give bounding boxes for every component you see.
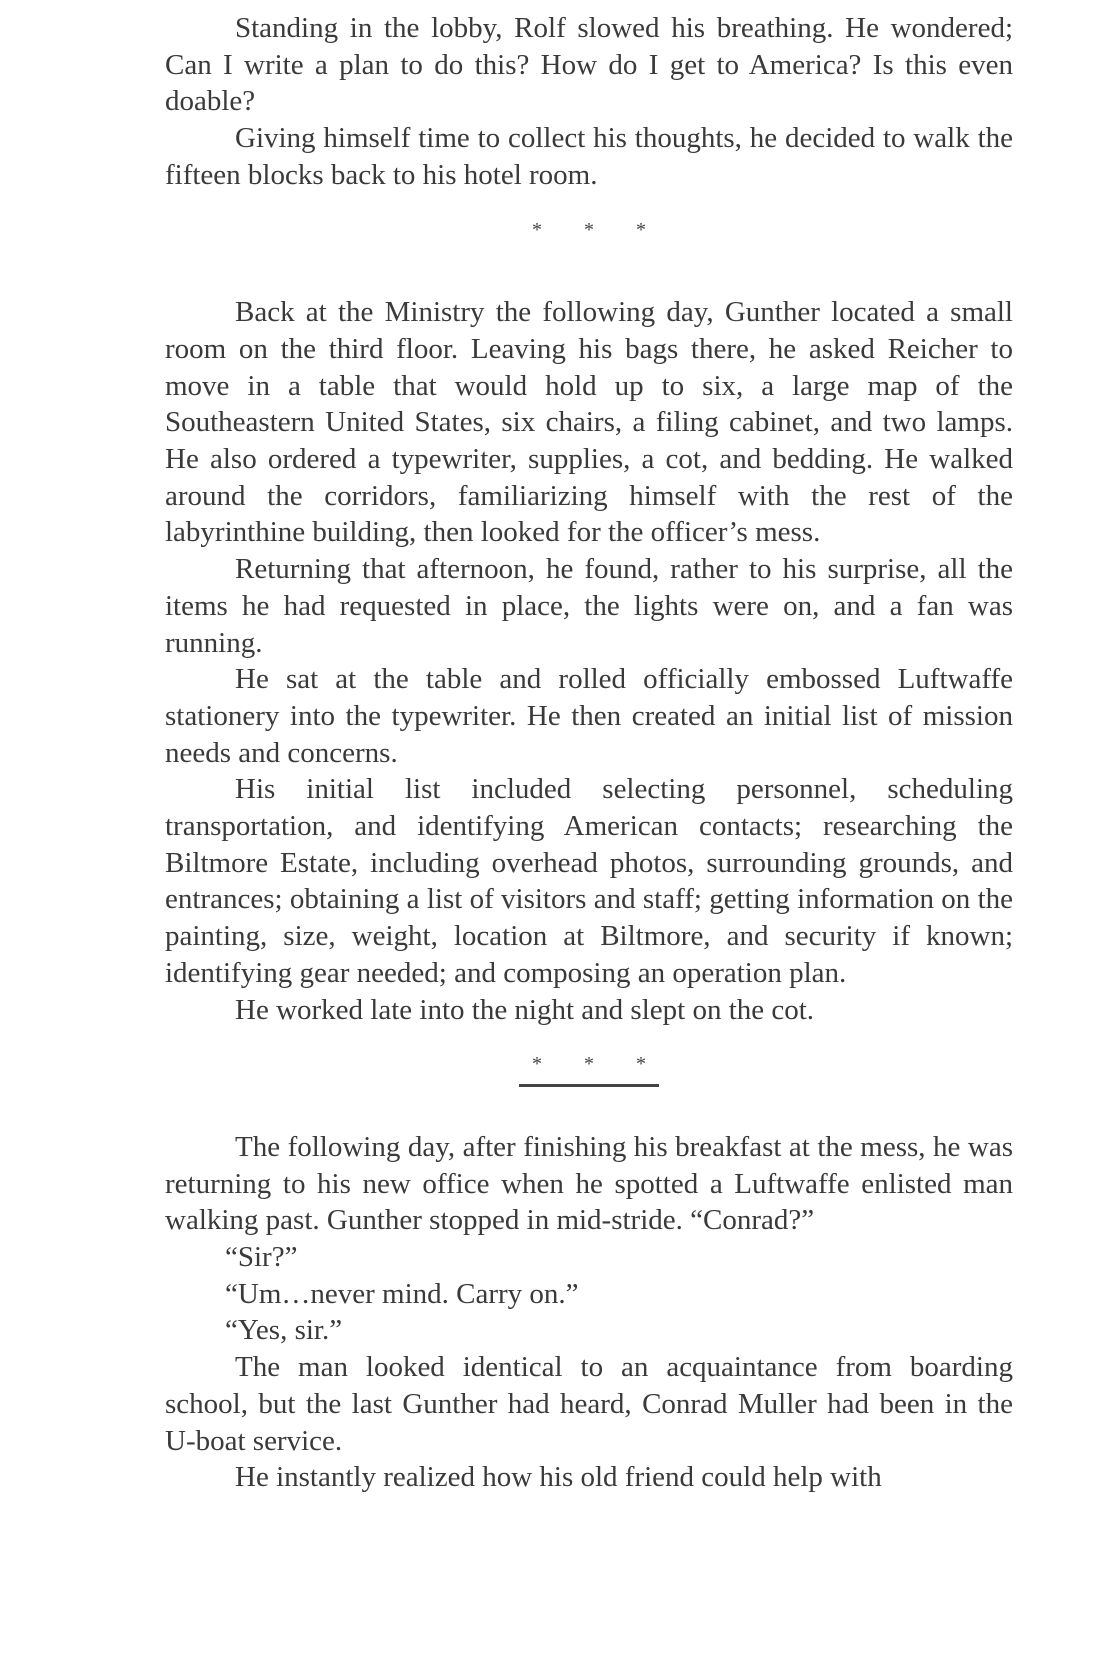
paragraph-following-day: The following day, after finishing his breakfast at the mess, he was returning to his new office when he spotted a Luftwaffe enlisted man walking past. Gunther stopped in mid-stride. “Conrad?” (165, 1130, 1013, 1237)
paragraph-typewriter: He sat at the table and rolled officially embossed Luftwaffe stationery into the typewriter. He then created an initial list of mission needs and concerns. (165, 663, 1013, 769)
asterisk-icon: * (636, 218, 646, 241)
asterisk-icon: * (584, 218, 594, 241)
dialog-line: “Yes, sir.” (225, 1314, 343, 1347)
scene-break-underlined (165, 1046, 1013, 1083)
paragraph-walk-back: Giving himself time to collect his thoughts, he decided to walk the fifteen blocks back to his hotel room. (165, 122, 1013, 191)
asterisk-icon: * (584, 1053, 594, 1076)
paragraph-identical: The man looked identical to an acquaintance from boarding school, but the last Gunther had heard, Conrad Muller had been in the U-boat service. (165, 1351, 1013, 1457)
dialog-line: “Um…never mind. Carry on.” (225, 1277, 579, 1310)
asterisk-icon: * (532, 218, 542, 241)
asterisk-icon: * (636, 1053, 646, 1076)
dialog-line: “Sir?” (225, 1241, 298, 1274)
paragraph-lobby: Standing in the lobby, Rolf slowed his breathing. He wondered; Can I write a plan to do this? How do I get to America? Is this even doable? (165, 12, 1013, 118)
scene-break (165, 212, 1013, 249)
paragraph-ministry: Back at the Ministry the following day, Gunther located a small room on the third floor. Leaving his bags there, he asked Reicher to move in a table that would hold up to six, a large map of the Southeastern United States, six chairs, a filing cabinet, and two lamps. He also ordered a typewriter, supplies, a cot, and bedding. He walked around the corridors, familiarizing himself with the rest of the labyrinthine building, then looked for the officer’s mess. (165, 296, 1013, 549)
book-page (165, 10, 1013, 1496)
paragraph-realized: He instantly realized how his old friend could help with (235, 1461, 882, 1494)
paragraph-worked-late: He worked late into the night and slept on the cot. (235, 993, 815, 1026)
asterisk-icon: * (532, 1053, 542, 1076)
paragraph-initial-list: His initial list included selecting personnel, scheduling transportation, and identifying American contacts; researching the Biltmore Estate, including overhead photos, surrounding grounds, and entrances; obtaining a list of visitors and staff; getting information on the painting, size, weight, location at Biltmore, and security if known; identifying gear needed; and composing an operation plan. (165, 773, 1013, 989)
paragraph-returning: Returning that afternoon, he found, rather to his surprise, all the items he had requested in place, the lights were on, and a fan was running. (165, 553, 1013, 659)
